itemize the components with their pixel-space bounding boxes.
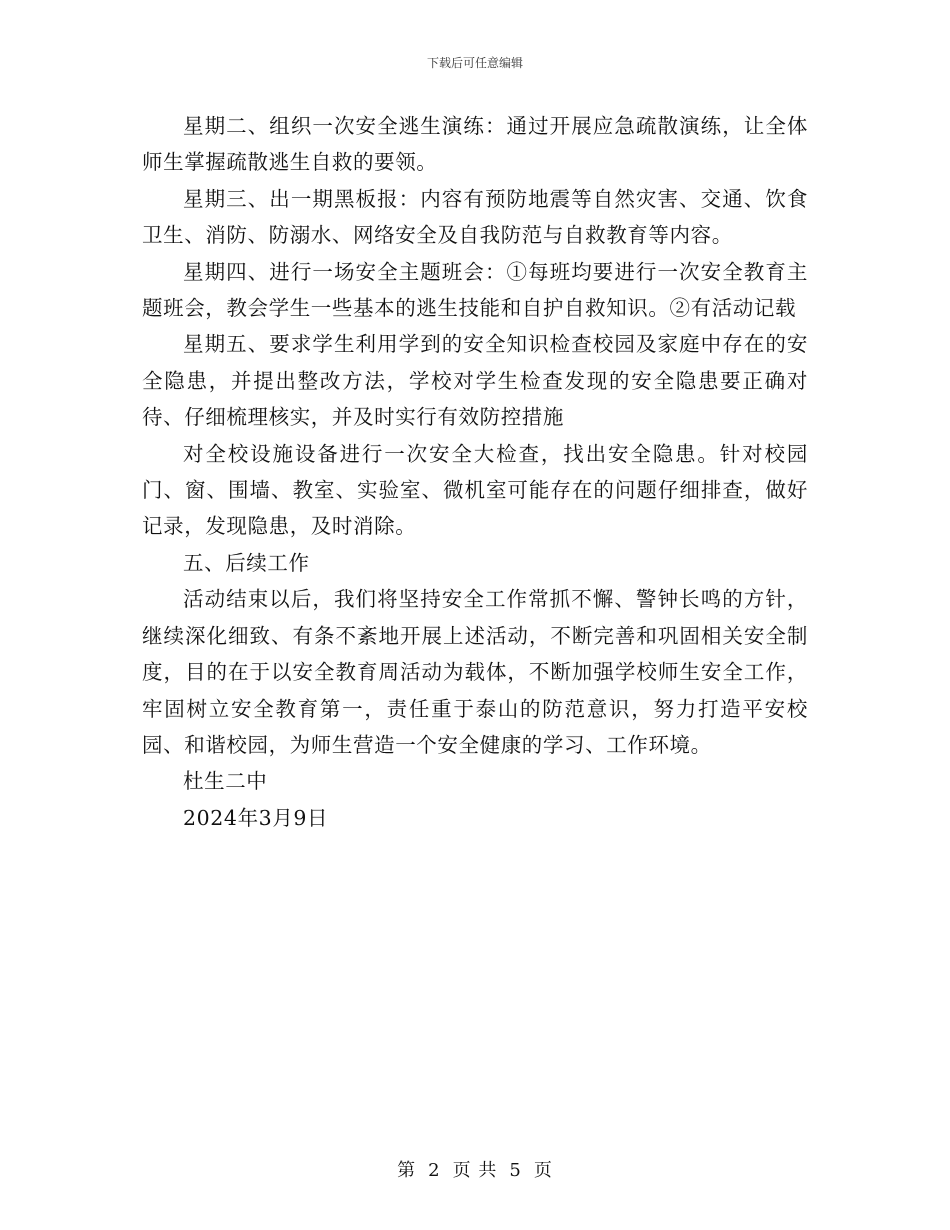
page-header-note: 下载后可任意编辑 (426, 56, 523, 70)
signature-date: 2024年3月9日 (183, 805, 329, 830)
footer-prefix: 第 (397, 1160, 417, 1181)
signature-school: 杜生二中 (183, 769, 268, 794)
footer-page-number: 2 (428, 1160, 441, 1181)
paragraph-tuesday: 星期二、组织一次安全逃生演练：通过开展应急疏散演练，让全体师生掌握疏散逃生自救的要领。 (142, 114, 808, 175)
footer-total-pages: 5 (509, 1160, 522, 1181)
document-body (142, 108, 808, 836)
footer-mid: 页 共 (452, 1160, 498, 1181)
paragraph-thursday: 星期四、进行一场安全主题班会：①每班均要进行一次安全教育主题班会，教会学生一些基本的逃生技能和自护自救知识。②有活动记载 (142, 259, 808, 321)
paragraph-followup: 活动结束以后，我们将坚持安全工作常抓不懈、警钟长鸣的方针，继续深化细致、有条不紊地开展上述活动，不断完善和巩固相关安全制度，目的在于以安全教育周活动为载体，不断加强学校师生安全工作，牢固树立安全教育第一，责任重于泰山的防范意识，努力打造平安校园、和谐校园，为师生营造一个安全健康的学习、工作环境。 (142, 587, 808, 757)
section-heading-followup: 五、后续工作 (183, 550, 310, 575)
paragraph-inspection: 对全校设施设备进行一次安全大检查，找出安全隐患。针对校园门、窗、围墙、教室、实验室、微机室可能存在的问题仔细排查，做好记录，发现隐患，及时消除。 (142, 441, 808, 539)
page-footer (0, 1156, 950, 1182)
paragraph-friday: 星期五、要求学生利用学到的安全知识检查校园及家庭中存在的安全隐患，并提出整改方法，学校对学生检查发现的安全隐患要正确对待、仔细梳理核实，并及时实行有效防控措施 (142, 332, 808, 430)
paragraph-wednesday: 星期三、出一期黑板报：内容有预防地震等自然灾害、交通、饮食卫生、消防、防溺水、网络安全及自我防范与自救教育等内容。 (142, 186, 808, 248)
footer-suffix: 页 (533, 1160, 553, 1181)
